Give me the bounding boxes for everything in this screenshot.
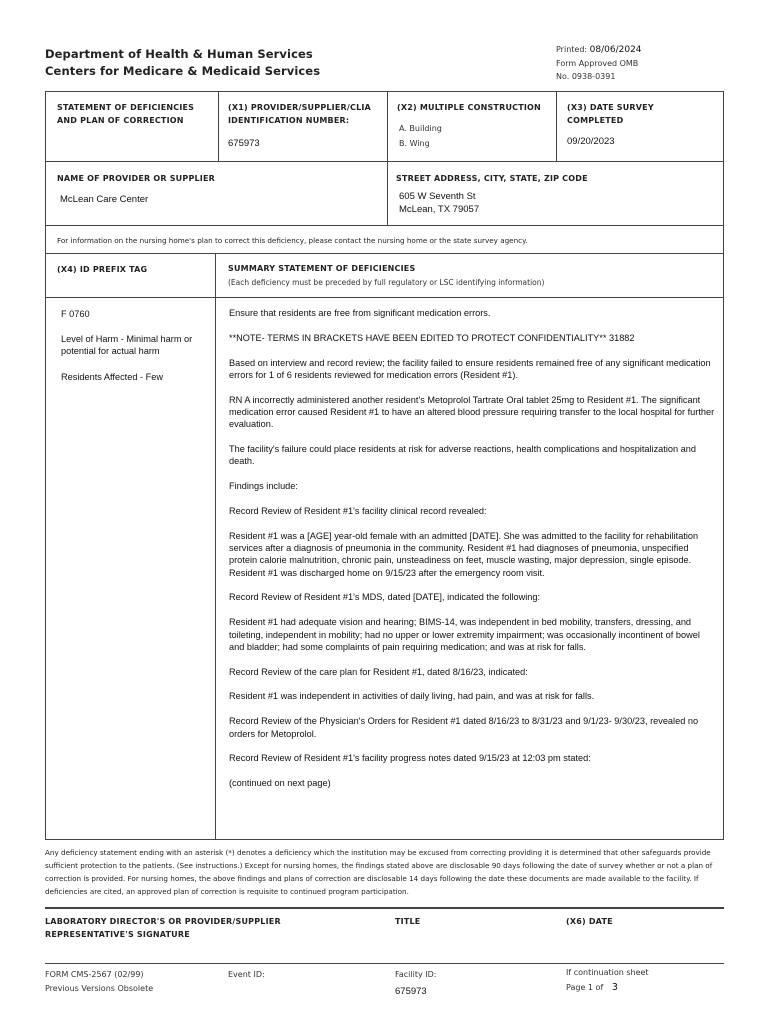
centers-title: Centers for Medicare & Medicaid Services [45,64,321,78]
x3-value: 09/20/2023 [567,136,615,147]
summary-label: SUMMARY STATEMENT OF DEFICIENCIES [228,264,416,273]
x6-date-label: (X6) DATE [566,917,613,926]
summary-paragraph: Record Review of the care plan for Resident #1, dated 8/16/23, indicated: [229,666,528,677]
summary-sub: (Each deficiency must be preceded by full regulatory or LSC identifying information) [228,278,545,287]
previous-versions: Previous Versions Obsolete [45,984,154,993]
title-label: TITLE [395,917,421,926]
summary-paragraph: Ensure that residents are free from significant medication errors. [229,308,491,318]
summary-paragraph: Based on interview and record review; the facility failed to ensure residents remained free of any significant medication errors for 1 of 6 residents reviewed for medication errors (Resident #1). [229,357,711,380]
printed-line [556,45,642,55]
page-indicator [566,982,618,993]
summary-paragraph: Resident #1 was a [AGE] year-old female with an admitted [DATE]. She was admitted to the facility for rehabilitation services after a diagnosis of pneumonia in the community. Resident #1 had diagnoses of pneumonia, unspecified protein calorie malnutrition, chronic pain, unsteadiness on feet, muscle wasting, major depression, single episode. Resident #1 was discharged home on 9/15/23 after the emergency room visit. [229,530,699,578]
x3-label: (X3) DATE SURVEY COMPLETED [567,103,654,125]
address-label: STREET ADDRESS, CITY, STATE, ZIP CODE [396,174,588,183]
x1-label: (X1) PROVIDER/SUPPLIER/CLIA IDENTIFICATION NUMBER: [228,103,371,125]
continuation-sheet: If continuation sheet [566,968,649,977]
deficiency-tag: F 0760 [61,309,90,319]
form-number: FORM CMS-2567 (02/99) [45,970,144,979]
provider-name-value: McLean Care Center [60,194,149,205]
summary-paragraph: The facility's failure could place residents at risk for adverse reactions, health complications and hospitalization and death. [229,444,696,467]
continued-note: (continued on next page) [229,778,331,789]
summary-paragraph: Record Review of Resident #1's MDS, dated [DATE], indicated the following: [229,592,541,603]
facility-id-label: Facility ID: [395,970,437,979]
disclosure-footnote: Any deficiency statement ending with an asterisk (*) denotes a deficiency which the institution may be excused from correcting providing it is determined that other safeguards provide sufficient protection to the patients. (See instructions.) Except for nursing homes, the findings stated above are disclosable 90 days following the date of survey whether or not a plan of correction is provided. For nursing homes, the above findings and plans of correction are disclosable 14 days following the date these documents are made available to the facility. If deficiencies are cited, an approved plan of correction is requisite to continued program participation. [45,848,713,896]
address-line1: 605 W Seventh St [399,191,476,202]
address-line2: McLean, TX 79057 [399,204,480,215]
summary-paragraph: RN A incorrectly administered another resident's Metoprolol Tartrate Oral tablet 25mg to Resident #1. The significant medication error caused Resident #1 to have an altered blood pressure requiring transfer to the local hospital for further evaluation. [229,394,715,430]
summary-paragraph: Findings include: [229,481,298,492]
level-of-harm: Level of Harm - Minimal harm or potential for actual harm [61,334,193,357]
statement-label: STATEMENT OF DEFICIENCIES AND PLAN OF CORRECTION [57,103,195,125]
summary-text [229,307,715,789]
signature-label: LABORATORY DIRECTOR'S OR PROVIDER/SUPPLIER REPRESENTATIVE'S SIGNATURE [45,917,281,939]
x2-building: A. Building [399,124,442,133]
x4-label: (X4) ID PREFIX TAG [57,265,148,274]
omb-number: No. 0938-0391 [556,72,616,81]
residents-affected: Residents Affected - Few [61,372,163,382]
summary-paragraph: **NOTE- TERMS IN BRACKETS HAVE BEEN EDITED TO PROTECT CONFIDENTIALITY** 31882 [229,332,635,343]
summary-paragraph: Resident #1 had adequate vision and hearing; BIMS-14, was independent in bed mobility, transfers, dressing, and toileting, independent in mobility; had no upper or lower extremity impairment; was occasionally incontinent of bowel and bladder; had some complaints of pain requiring medication; and was at risk for falls. [229,617,700,652]
summary-paragraph: Resident #1 was independent in activities of daily living, had pain, and was at risk for falls. [229,691,595,702]
provider-name-label: NAME OF PROVIDER OR SUPPLIER [57,174,216,183]
x1-value: 675973 [228,138,260,149]
facility-id-value: 675973 [395,986,427,997]
page-total: 3 [611,982,618,993]
page-label: Page 1 of [566,983,604,992]
printed-label: Printed: [556,45,588,54]
printed-date: 08/06/2024 [589,45,642,55]
x2-wing: B. Wing [399,139,430,148]
summary-paragraph: Record Review of Resident #1's facility clinical record revealed: [229,505,487,516]
info-line: For information on the nursing home's plan to correct this deficiency, please contact the nursing home or the state survey agency. [57,236,528,245]
department-title: Department of Health & Human Services [45,47,313,61]
event-id-label: Event ID: [228,970,265,979]
summary-paragraph: Record Review of the Physician's Orders for Resident #1 dated 8/16/23 to 8/31/23 and 9/1/23- 9/30/23, revealed no orders for Metoprolol. [229,716,699,739]
summary-paragraph: Record Review of Resident #1's facility progress notes dated 9/15/23 at 12:03 pm stated: [229,753,591,764]
x2-label: (X2) MULTIPLE CONSTRUCTION [397,103,541,112]
form-approved: Form Approved OMB [556,59,639,68]
